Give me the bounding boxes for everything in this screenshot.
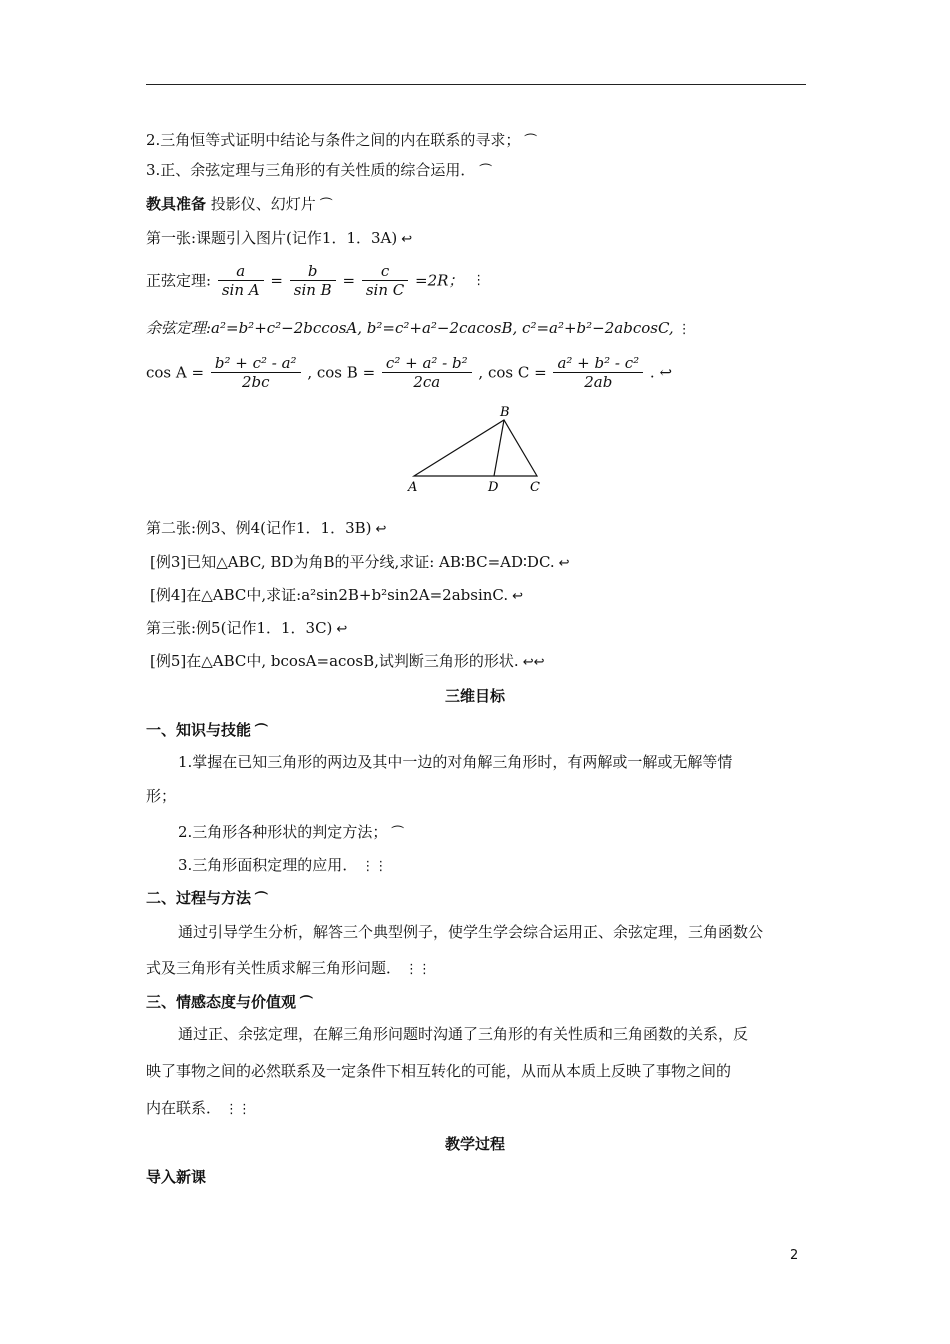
triangle-figure <box>400 402 560 497</box>
sine-law: 正弦定理: $\frac{a}{\text{sin A}}$ = $\frac{b}{\text{sin B}}$ = $\frac{c}{\text{sin C}}$ =2R； ⋮ <box>146 262 486 299</box>
knowledge-1a: 1.掌握在已知三角形的两边及其中一边的对角解三角形时，有两解或一解或无解等情 <box>178 753 733 771</box>
sine-frac-c: $\frac{c}{\text{sin C}}$ <box>362 262 408 299</box>
line-l1: 2.三角恒等式证明中结论与条件之间的内在联系的寻求； ⏜ <box>146 131 537 149</box>
slide3-line: 第三张:例5(记作1．1．3C) ↩ <box>146 619 348 637</box>
paragraph-mark-icon: ⏜ <box>479 164 492 179</box>
slide1-line: 第一张:课题引入图片(记作1．1．3A) ↩ <box>146 229 413 247</box>
sine-frac-b: $\frac{b}{\text{sin B}}$ <box>290 262 336 299</box>
goals-title: 三维目标 <box>444 687 505 705</box>
sine-frac-a: $\frac{a}{\text{sin A}}$ <box>218 262 264 299</box>
line-l2: 3.正、余弦定理与三角形的有关性质的综合运用． ⏜ <box>146 161 492 179</box>
emotion-1c: 内在联系． ⋮⋮ <box>146 1099 252 1117</box>
process-1b: 式及三角形有关性质求解三角形问题． ⋮⋮ <box>146 959 432 977</box>
page-number: 2 <box>790 1248 799 1263</box>
cosC-frac: $\frac{\text{a² + b² - c²}}{2ab}$ <box>553 354 643 391</box>
example-4: [例4]在△ABC中,求证:a²sin2B+b²sin2A=2absinC. ↩ <box>150 586 524 604</box>
example-3: [例3]已知△ABC, BD为角B的平分线,求证: AB∶BC=AD∶DC. ↩ <box>150 553 570 571</box>
cosA-frac: $\frac{\text{b² + c² - a²}}{2bc}$ <box>211 354 301 391</box>
emotion-1a: 通过正、余弦定理，在解三角形问题时沟通了三角形的有关性质和三角函数的关系，反 <box>178 1025 749 1043</box>
vertex-label-b: B <box>500 405 510 420</box>
vertex-label-a: A <box>408 480 418 495</box>
emotion-1b: 映了事物之间的必然联系及一定条件下相互转化的可能，从而从本质上反映了事物之间的 <box>146 1062 732 1080</box>
intro-heading: 导入新课 <box>146 1168 207 1186</box>
slide2-line: 第二张:例3、例4(记作1．1．3B) ↩ <box>146 519 387 537</box>
cosine-law: 余弦定理:a²=b²+c²−2bccosA, b²=c²+a²−2cacosB, c²=a²+b²−2abcosC, ⋮ <box>146 319 691 337</box>
paragraph-mark-icon: ⏜ <box>319 198 333 213</box>
paragraph-mark-icon: ↩ <box>401 232 413 247</box>
knowledge-1b: 形； <box>146 787 177 805</box>
process-1a: 通过引导学生分析，解答三个典型例子，使学生学会综合运用正、余弦定理，三角函数公 <box>178 923 764 941</box>
header-rule <box>146 84 806 85</box>
paragraph-mark-icon: ⏜ <box>524 134 537 149</box>
example-5: [例5]在△ABC中, bcosA=acosB,试判断三角形的形状. ↩↩ <box>150 652 545 670</box>
knowledge-3: 3.三角形面积定理的应用． ⋮⋮ <box>178 856 388 874</box>
section-process: 二、过程与方法 ⏜ <box>146 889 268 907</box>
vertex-label-d: D <box>488 480 499 495</box>
vertex-label-c: C <box>530 480 540 495</box>
tools-line: 教具准备 投影仪、幻灯片 ⏜ <box>146 195 333 213</box>
section-knowledge: 一、知识与技能 ⏜ <box>146 721 268 739</box>
cos-formulas: cos A = $\frac{\text{b² + c² - a²}}{2bc}$ , cos B = $\frac{\text{c² + a² - b²}}{2ca}$ , cos C = $\frac{\text{a² + b² - c²}}{2ab}$ . ↩ <box>146 354 673 391</box>
knowledge-2: 2.三角形各种形状的判定方法； ⏜ <box>178 823 404 841</box>
cosB-frac: $\frac{\text{c² + a² - b²}}{2ca}$ <box>382 354 472 391</box>
process-title: 教学过程 <box>444 1135 505 1153</box>
section-emotion: 三、情感态度与价值观 ⏜ <box>146 993 313 1011</box>
